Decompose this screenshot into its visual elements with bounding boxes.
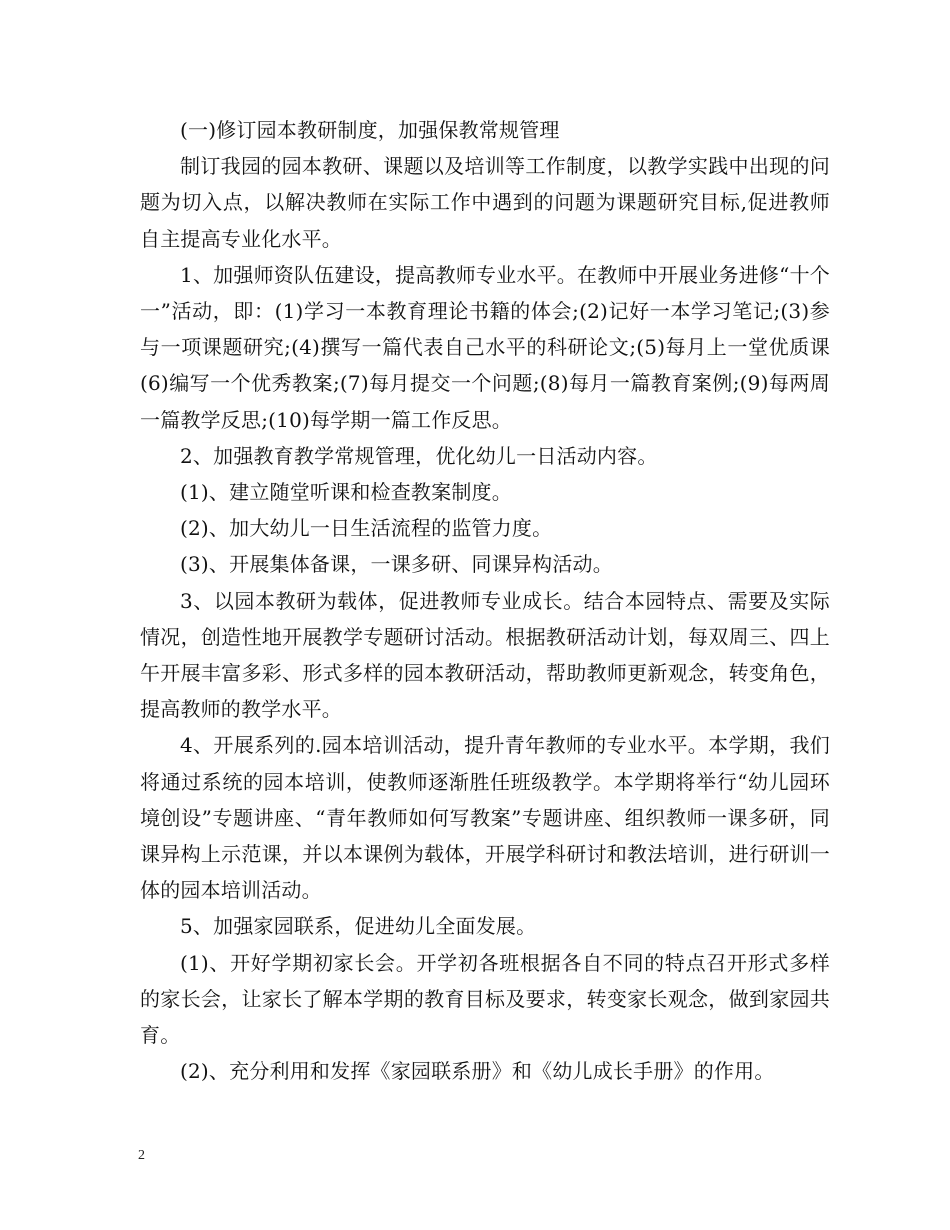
- item-1-paragraph: 1、加强师资队伍建设，提高教师专业水平。在教师中开展业务进修“十个一”活动，即：(1)学习一本教育理论书籍的体会;(2)记好一本学习笔记;(3)参与一项课题研究;(4)撰写一篇代表自己水平的科研论文;(5)每月上一堂优质课(6)编写一个优秀教案;(7)每月提交一个问题;(8)每月一篇教育案例;(9)每两周一篇教学反思;(10)每学期一篇工作反思。: [140, 262, 830, 432]
- item-5-paragraph: 5、加强家园联系，促进幼儿全面发展。: [180, 914, 537, 939]
- item-4-paragraph: 4、开展系列的.园本培训活动，提升青年教师的专业水平。本学期，我们将通过系统的园本培训，使教师逐渐胜任班级教学。本学期将举行“幼儿园环境创设”专题讲座、“青年教师如何写教案”专题讲座、组织教师一课多研，同课异构上示范课，并以本课例为载体，开展学科研讨和教法培训，进行研训一体的园本培训活动。: [140, 733, 830, 903]
- item-2-sub-3: (3)、开展集体备课，一课多研、同课异构活动。: [180, 552, 613, 577]
- item-3-paragraph: 3、以园本教研为载体，促进教师专业成长。结合本园特点、需要及实际情况，创造性地开展教学专题研讨活动。根据教研活动计划，每双周三、四上午开展丰富多彩、形式多样的园本教研活动，帮助教师更新观念，转变角色，提高教师的教学水平。: [140, 588, 830, 722]
- intro-paragraph: 制订我园的园本教研、课题以及培训等工作制度，以教学实践中出现的问题为切入点，以解决教师在实际工作中遇到的问题为课题研究目标,促进教师自主提高专业化水平。: [140, 154, 830, 251]
- document-body: [140, 112, 830, 1089]
- item-5-sub-1: (1)、开好学期初家长会。开学初各班根据各自不同的特点召开形式多样的家长会，让家长了解本学期的教育目标及要求，转变家长观念，做到家园共育。: [140, 950, 830, 1048]
- item-2-paragraph: 2、加强教育教学常规管理，优化幼儿一日活动内容。: [180, 443, 658, 468]
- section-heading: (一)修订园本教研制度，加强保教常规管理: [180, 118, 560, 142]
- item-2-sub-1: (1)、建立随堂听课和检查教案制度。: [180, 480, 512, 505]
- page-number: 2: [138, 1148, 145, 1163]
- item-2-sub-2: (2)、加大幼儿一日生活流程的监管力度。: [180, 516, 553, 541]
- item-5-sub-2: (2)、充分利用和发挥《家园联系册》和《幼儿成长手册》的作用。: [180, 1059, 775, 1084]
